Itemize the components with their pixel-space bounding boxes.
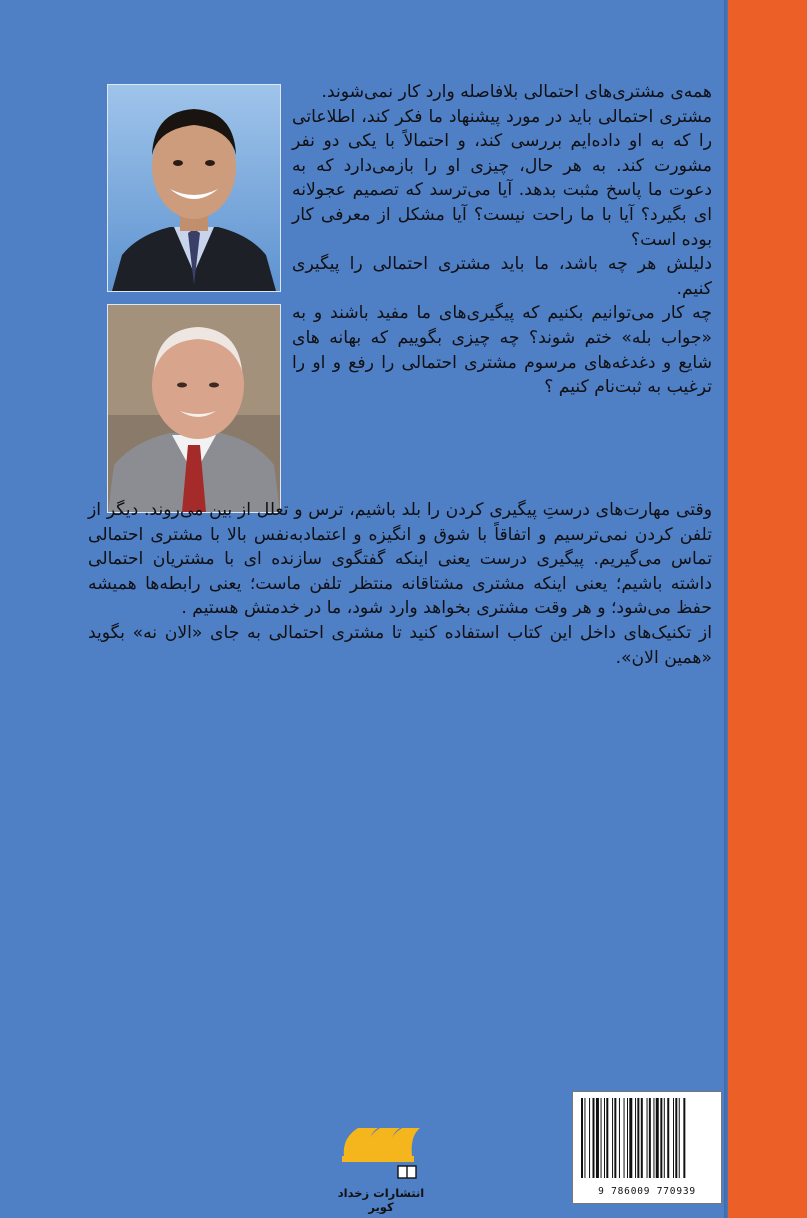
barcode-bar bbox=[589, 1098, 590, 1178]
barcode-bar bbox=[606, 1098, 608, 1178]
barcode-bar bbox=[673, 1098, 674, 1178]
author-photo-1 bbox=[107, 84, 281, 292]
barcode-bar bbox=[619, 1098, 620, 1178]
barcode-bar bbox=[664, 1098, 665, 1178]
barcode-bar bbox=[660, 1098, 662, 1178]
barcode-bar bbox=[627, 1098, 628, 1178]
barcode-bar bbox=[653, 1098, 654, 1178]
barcode-bar bbox=[596, 1098, 599, 1178]
paragraph: از تکنیک‌های داخل این کتاب استفاده کنید تا مشتری احتمالی به جای «الان نه» بگوید «همین الان». bbox=[88, 622, 712, 668]
portrait-icon bbox=[108, 85, 280, 291]
barcode-bar bbox=[604, 1098, 605, 1178]
barcode-bar bbox=[593, 1098, 595, 1178]
paragraph: همه‌ی مشتری‌های احتمالی بلافاصله وارد کار نمی‌شوند. bbox=[321, 82, 712, 102]
barcode-bar bbox=[624, 1098, 625, 1178]
paragraph: دلیلش هر چه باشد، ما باید مشتری احتمالی را پیگیری کنیم. bbox=[292, 254, 712, 299]
isbn-number: 9 786009 770939 bbox=[598, 1186, 696, 1197]
barcode bbox=[572, 1091, 722, 1204]
paragraph: مشتری احتمالی باید در مورد پیشنهاد ما فکر کند، اطلاعاتی را که به او داده‌ایم بررسی کند، و احتمالاً با یکی دو نفر مشورت کند. به هر حال، چیزی او را بازمی‌دارد که به دعوت ما پاسخ مثبت بدهد. آیا می‌ترسد که تصمیم عجولانه ای بگیرد؟ آیا با ما راحت نیست؟ آیا مشکل از معرفی کار بوده است؟ bbox=[292, 106, 712, 250]
barcode-bar bbox=[675, 1098, 677, 1178]
barcode-bar bbox=[612, 1098, 613, 1178]
barcode-bar bbox=[635, 1098, 636, 1178]
barcode-bar bbox=[656, 1098, 659, 1178]
barcode-bar bbox=[683, 1098, 685, 1178]
barcode-bar bbox=[649, 1098, 651, 1178]
barcode-bar bbox=[581, 1098, 583, 1178]
main-text-block bbox=[88, 498, 712, 670]
barcode-bar bbox=[641, 1098, 643, 1178]
barcode-bar bbox=[647, 1098, 648, 1178]
intro-text-column bbox=[292, 80, 712, 400]
publisher-name: انتشارات زخداد کویر bbox=[337, 1186, 425, 1214]
paragraph: وقتی مهارت‌های درستِ پیگیری کردن را بلد باشیم، ترس و تعلل از بین می‌روند. دیگر از تلفن کردن نمی‌ترسیم و اتفاقاً با شوق و انگیزه و اعتمادبه‌نفس بالا با مشتری احتمالی تماس می‌گیریم. پیگیری درست یعنی اینکه گفتگوی سازنده ای با مشتریان احتمالی داشته باشیم؛ یعنی اینکه مشتری مشتاقانه منتظر تلفن ماست؛ یعنی رابطه‌ها همیشه حفظ می‌شود؛ و هر وقت مشتری بخواهد وارد شود، ما در خدمتش هستیم . bbox=[88, 500, 712, 619]
barcode-bar bbox=[584, 1098, 585, 1178]
portrait-icon bbox=[108, 305, 280, 512]
barcode-bar bbox=[667, 1098, 669, 1178]
barcode-bar bbox=[601, 1098, 602, 1178]
barcode-bar bbox=[614, 1098, 616, 1178]
author-photo-2 bbox=[107, 304, 281, 513]
barcode-bar bbox=[629, 1098, 632, 1178]
barcode-bar bbox=[679, 1098, 680, 1178]
paragraph: چه کار می‌توانیم بکنیم که پیگیری‌های ما مفید باشند و به «جواب بله» ختم شوند؟ چه چیزی بگوییم که بهانه های شایع و دغدغه‌های مرسوم مشتری احتمالی را رفع و او را ترغیب به ثبت‌نام کنیم ؟ bbox=[292, 303, 712, 398]
orange-side-stripe bbox=[728, 0, 807, 1218]
barcode-icon bbox=[573, 1092, 721, 1182]
barcode-bar bbox=[637, 1098, 639, 1178]
publisher-logo-icon bbox=[340, 1108, 422, 1188]
